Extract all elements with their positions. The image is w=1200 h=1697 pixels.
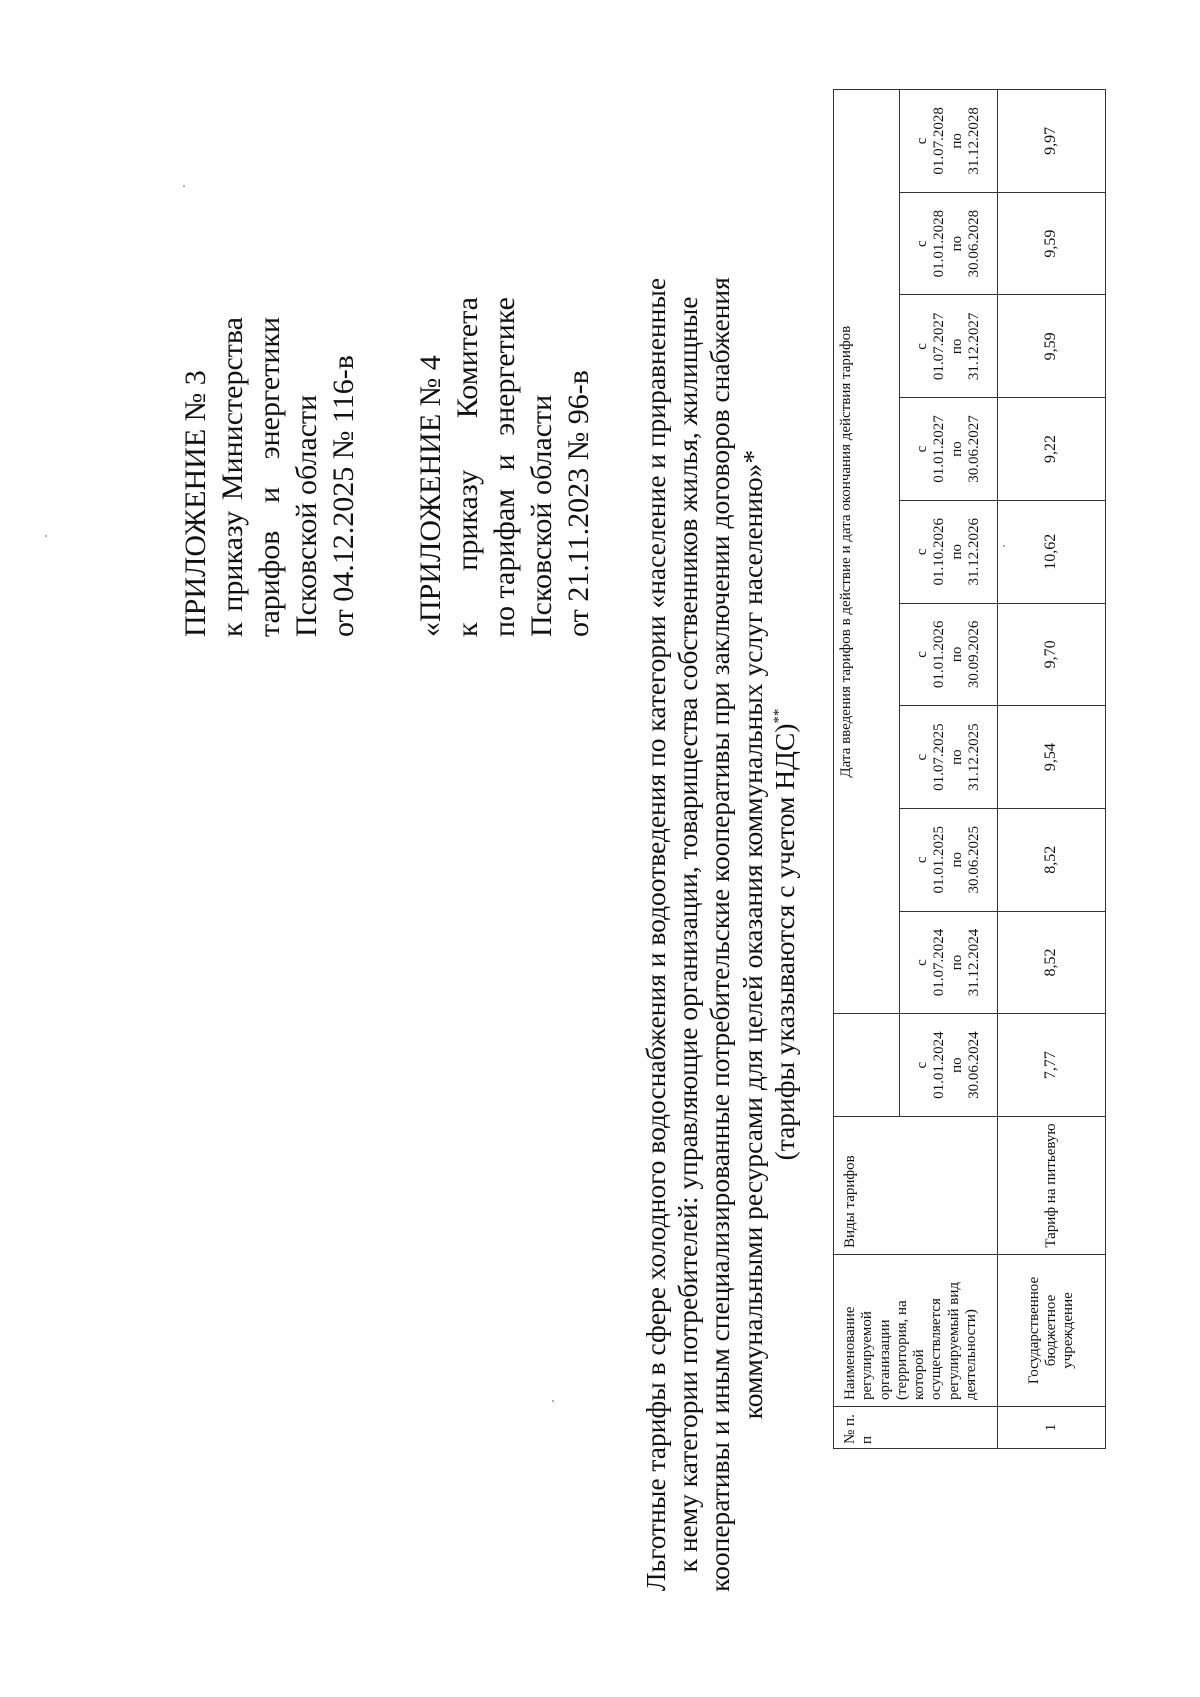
organization-cell: Государственное бюджетное учреждение [998,1255,1106,1407]
period-end-date: 31.12.2028 [965,107,982,175]
title-note-line [769,172,801,1697]
row-number-cell: 1 [998,1407,1106,1449]
appendix-previous-word: по тарифам [487,488,521,637]
appendix-previous-heading [413,297,597,637]
scan-speck [45,535,47,537]
period-header-cell [900,911,998,1014]
period-header-cell [900,192,998,295]
table-row [998,90,1106,1449]
appendix-previous-word: энергетике [487,297,521,436]
title-note: (тарифы указываются с учетом НДС) [768,723,800,1161]
period-end-date: 30.06.2025 [965,826,982,894]
period-connector: по [948,954,965,971]
period-header-cell [900,808,998,911]
period-start-date: 01.07.2027 [931,312,948,381]
period-header-cell [900,500,998,603]
number-column-header: № п. п [834,1407,998,1449]
period-end-date: 31.12.2024 [965,928,982,997]
period-group-header [834,1014,900,1117]
appendix-previous-word: и [487,454,521,471]
appendix-current-line-4 [289,317,326,637]
period-connector: по [948,749,965,765]
period-end-date: 30.09.2026 [965,620,982,689]
period-connector: по [948,338,965,355]
appendix-current-line-3 [252,317,289,637]
appendix-current-heading [178,317,362,637]
tariff-value-cell: 9,54 [998,706,1106,809]
period-end-date: 31.12.2026 [965,517,982,586]
title-note-mark: ** [770,708,787,724]
period-start-date: 01.01.2025 [931,826,948,894]
period-connector: с [914,137,930,145]
period-end-date: 30.06.2024 [965,1031,982,1099]
period-header-cell [900,706,998,809]
appendix-previous-title: «ПРИЛОЖЕНИЕ № 4 [414,355,447,637]
period-connector: по [948,1057,965,1073]
appendix-current-word: Министерства [215,317,249,501]
tariff-value-cell: 9,22 [998,398,1106,501]
period-start-date: 01.01.2028 [931,209,948,278]
period-connector: по [948,646,965,663]
period-connector: с [914,240,930,247]
appendix-current-title: ПРИЛОЖЕНИЕ № 3 [179,370,212,637]
appendix-previous-line-5 [561,297,598,637]
scan-speck [552,1400,554,1402]
period-connector: с [914,753,930,761]
period-end-date: 31.12.2027 [965,312,982,381]
appendix-previous-region: Псковской области [524,394,558,637]
document-title [640,172,801,1697]
appendix-current-region: Псковской области [289,394,323,637]
period-connector: с [914,1061,930,1069]
appendix-current-word: приказу [215,510,249,612]
period-connector: с [914,445,930,453]
period-group-header-label: Дата введения тарифов в действие и дата окончания действия тарифов [834,90,900,1014]
period-header-cell [900,90,998,193]
tariff-kind-cell: Тариф на питьевую [998,1117,1106,1255]
appendix-previous-title-line [413,297,450,637]
period-header-cell [900,295,998,398]
period-connector: по [948,133,965,149]
period-start-date: 01.07.2025 [931,723,948,791]
period-connector: по [948,852,965,868]
period-start-date: 01.10.2026 [931,517,948,586]
period-connector: по [948,235,965,252]
tariff-table [833,89,1106,1449]
period-connector: с [914,856,930,864]
tariff-value-cell: 9,70 [998,603,1106,706]
appendix-previous-line-4 [524,297,561,637]
title-line: Льготные тарифы в сфере холодного водоснабжения и водоотведения по категории «население и приравненные [640,277,671,1592]
title-line: коммунальными ресурсами для целей оказания коммунальных услуг населению»* [736,449,768,1420]
appendix-current-word: энергетики [252,317,286,460]
period-connector: по [948,441,965,457]
period-start-date: 01.07.2028 [931,107,948,175]
period-start-date: 01.01.2026 [931,620,948,689]
tariff-value-cell: 8,52 [998,911,1106,1014]
period-end-date: 30.06.2027 [965,415,982,483]
period-end-date: 30.06.2028 [965,209,982,278]
appendix-previous-order-date: от 21.11.2023 № 96-в [561,370,595,637]
table-header-row [834,90,900,1449]
period-header-cell [900,1014,998,1117]
appendix-current-title-line [178,317,215,637]
scan-speck [1003,545,1005,547]
period-start-date: 01.01.2027 [931,415,948,483]
appendix-current-word: тарифов [252,530,286,637]
tariff-value-cell: 10,62 [998,500,1106,603]
period-connector: с [914,343,930,350]
tariff-kind-column-header: Виды тарифов [834,1117,998,1255]
period-connector: по [948,543,965,560]
appendix-current-line-2 [215,317,252,637]
appendix-previous-word: к [450,622,484,637]
title-line: кооперативы и иным специализированные потребительские кооперативы при заключении договоров снабжения [704,277,736,1592]
appendix-previous-word: приказу [450,469,484,571]
appendix-current-line-5 [326,317,363,637]
period-header-cell [900,398,998,501]
appendix-current-word: и [252,486,286,503]
period-connector: с [914,959,930,966]
period-end-date: 31.12.2025 [965,723,982,791]
period-start-date: 01.01.2024 [931,1031,948,1099]
scan-speck [183,185,185,187]
period-connector: с [914,651,930,658]
appendix-previous-line-3 [487,297,524,637]
tariff-value-cell: 9,59 [998,295,1106,398]
tariff-value-cell: 7,77 [998,1014,1106,1117]
tariff-value-cell: 9,97 [998,90,1106,193]
organization-column-header: Наименование регулируемой организации (территория, на которой осуществляется регулируемый вид деятельности) [834,1255,998,1407]
period-connector: с [914,548,930,556]
title-line: к нему категории потребителей: управляющие организации, товарищества собственников жилья, жилищные [672,296,704,1573]
appendix-current-word: к [215,622,249,637]
appendix-current-order-date: от 04.12.2025 № 116-в [326,355,360,637]
appendix-previous-line-2 [450,297,487,637]
appendix-previous-word: Комитета [450,297,484,419]
tariff-value-cell: 8,52 [998,808,1106,911]
period-header-cell [900,603,998,706]
tariff-value-cell: 9,59 [998,192,1106,295]
period-start-date: 01.07.2024 [931,928,948,997]
